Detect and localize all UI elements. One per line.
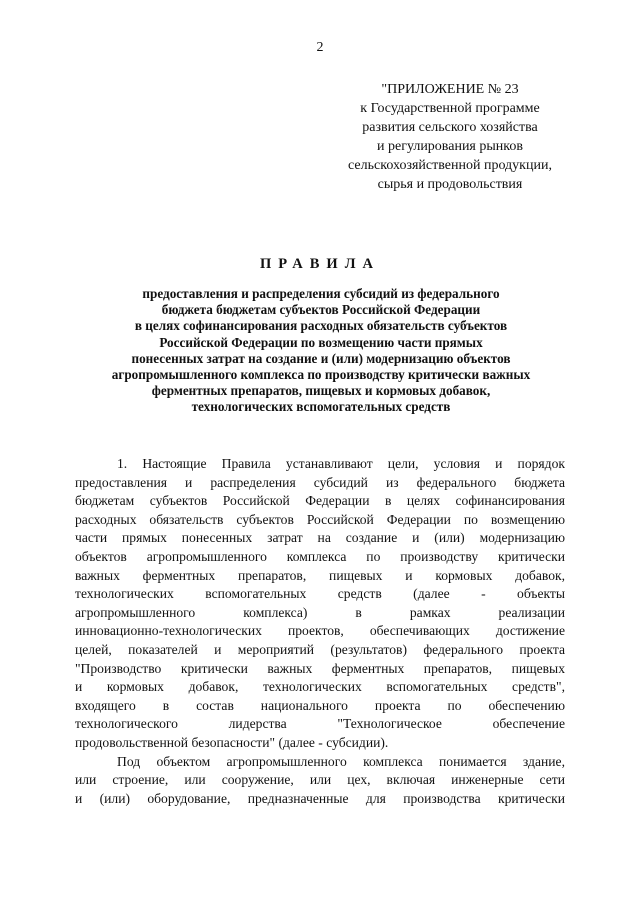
paragraph-line: входящего в состав национального проекта по обеспечению	[75, 697, 565, 713]
subtitle-line: в целях софинансирования расходных обязательств субъектов	[134, 318, 508, 334]
paragraph-line: 1. Настоящие Правила устанавливают цели, условия и порядок	[117, 456, 565, 471]
paragraph-line: целей, показателей и мероприятий (результатов) федерального проекта	[75, 641, 565, 657]
document-body	[75, 455, 565, 808]
subtitle-line: предоставления и распределения субсидий из федерального	[142, 286, 500, 301]
document-subtitle	[90, 286, 552, 416]
paragraph-line: объектов агропромышленного комплекса по производству критически	[75, 548, 565, 564]
subtitle-line: ферментных препаратов, пищевых и кормовых добавок,	[151, 383, 491, 399]
paragraph-line: технологического лидерства "Технологическое обеспечение	[75, 716, 565, 732]
paragraph-line: Под объектом агропромышленного комплекса понимается здание,	[117, 753, 565, 769]
subtitle-line: понесенных затрат на создание и (или) модернизацию объектов	[131, 350, 511, 366]
subtitle-line: агропромышленного комплекса по производству критически важных	[111, 367, 531, 383]
paragraph-line: "Производство критически важных ферментных препаратов, пищевых	[75, 660, 565, 676]
paragraph-2	[75, 753, 565, 809]
paragraph-line: и кормовых добавок, технологических вспомогательных средств",	[75, 679, 565, 695]
paragraph-line: инновационно-технологических проектов, обеспечивающих достижение	[75, 623, 565, 639]
subtitle-line: технологических вспомогательных средств	[191, 399, 451, 415]
paragraph-line: технологических вспомогательных средств (далее - объекты	[75, 586, 565, 602]
subtitle-line: Российской Федерации по возмещению части прямых	[159, 334, 483, 350]
paragraph-line: или строение, или сооружение, или цех, включая инженерные сети	[75, 772, 565, 788]
document-heading: ПРАВИЛА	[260, 256, 380, 272]
paragraph-line: бюджетам субъектов Российской Федерации в целях софинансирования	[75, 493, 565, 509]
paragraph-line: важных ферментных препаратов, пищевых и кормовых добавок,	[75, 567, 565, 583]
appendix-line: развития сельского хозяйства	[362, 120, 538, 135]
appendix-title: "ПРИЛОЖЕНИЕ № 23	[381, 82, 519, 97]
page-number: 2	[316, 40, 324, 55]
paragraph-line: предоставления и распределения субсидий из федерального бюджета	[75, 474, 565, 490]
appendix-line: сырья и продовольствия	[377, 177, 523, 192]
paragraph-line: и (или) оборудование, предназначенные для производства критически	[75, 790, 565, 806]
appendix-line: сельскохозяйственной продукции,	[348, 158, 552, 173]
paragraph-line: продовольственной безопасности" (далее - субсидии).	[75, 734, 389, 750]
subtitle-line: бюджета бюджетам субъектов Российской Федерации	[161, 302, 481, 318]
appendix-header	[330, 80, 570, 194]
appendix-line: и регулирования рынков	[377, 139, 523, 154]
paragraph-1	[75, 455, 565, 753]
paragraph-line: агропромышленного комплекса) в рамках реализации	[75, 604, 565, 620]
paragraph-line: части прямых понесенных затрат на создание и (или) модернизацию	[75, 530, 565, 546]
paragraph-line: расходных обязательств субъектов Российской Федерации по возмещению	[75, 511, 565, 527]
appendix-line: к Государственной программе	[360, 101, 540, 116]
